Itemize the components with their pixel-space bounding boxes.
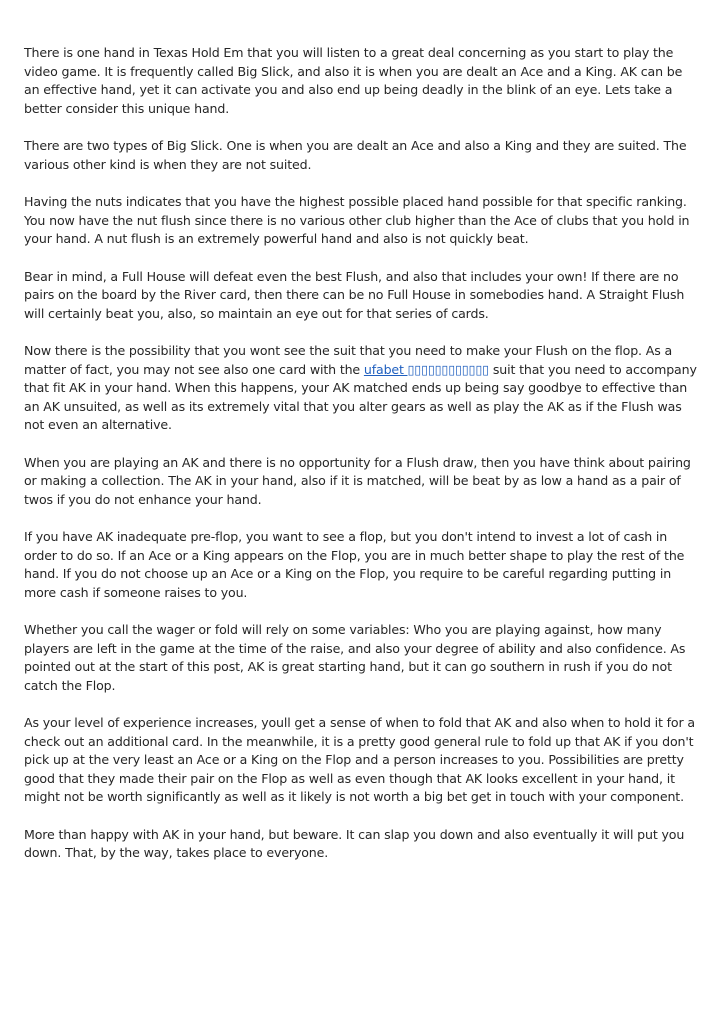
paragraph-text-before-link: Now there is the possibility that you wont see the suit that you need to make your Flush on the flop. As a matter of fact, you may not see also one card with the [24,343,673,377]
paragraph: Whether you call the wager or fold will rely on some variables: Who you are playing against, how many players are left in the game at the time of the raise, and also your degree of ability and also confidence. As pointed out at the start of this post, AK is great starting hand, but it can go southern in rush if you do not catch the Flop. [24,622,686,693]
paragraph-with-link [24,342,698,435]
paragraph: If you have AK inadequate pre-flop, you want to see a flop, but you don't intend to invest a lot of cash in order to do so. If an Ace or a King appears on the Flop, you are in much better shape to play the rest of the hand. If you do not choose up an Ace or a King on the Flop, you require to be careful regarding putting in more cash if someone raises to you. [24,529,685,600]
paragraph: More than happy with AK in your hand, but beware. It can slap you down and also eventually it will put you down. That, by the way, takes place to everyone. [24,826,685,860]
paragraph: Having the nuts indicates that you have the highest possible placed hand possible for that specific ranking. You now have the nut flush since there is no various other club higher than the Ace of clubs that you hold in your hand. A nut flush is an extremely powerful hand and also is not quickly beat. [24,194,690,246]
paragraph: As your level of experience increases, youll get a sense of when to fold that AK and also when to hold it for a check out an additional card. In the meanwhile, it is a pretty good general rule to fold up that AK if you don't pick up at the very least an Ace or a King on the Flop and a person increases to you. Possibilities are pretty good that they made their pair on the Flop as well as even though that AK looks excellent in your hand, it might not be worth significantly as well as it likely is not worth a big bet get in touch with your component. [24,715,695,804]
paragraph: Bear in mind, a Full House will defeat even the best Flush, and also that includes your own! If there are no pairs on the board by the River card, then there can be no Full House in somebodies hand. A Straight Flush will certainly beat you, also, so maintain an eye out for that series of cards. [24,268,685,321]
paragraph: There are two types of Big Slick. One is when you are dealt an Ace and also a King and they are suited. The various other kind is when they are not suited. [24,138,687,172]
paragraph: There is one hand in Texas Hold Em that you will listen to a great deal concerning as you start to play the video game. It is frequently called Big Slick, and also it is when you are dealt an Ace and a King. AK can be an effective hand, yet it can activate you and also end up being deadly in the blink of an eye. Lets take a better consider this unique hand. [24,45,683,116]
paragraph: When you are playing an AK and there is no opportunity for a Flush draw, then you have think about pairing or making a collection. The AK in your hand, also if it is matched, will be beat by as low a hand as a pair of twos if you do not enhance your hand. [24,454,691,507]
article-body [24,44,698,882]
paragraph-text-after-link: suit that you need to accompany that fit AK in your hand. When this happens, your AK matched ends up being say goodbye to effective than an AK unsuited, as well as its extremely vital that you alter gears as well as play the AK as if the Flush was not even an alternative. [24,361,697,432]
ufabet-link[interactable]: ufabet ▯▯▯▯▯▯▯▯▯▯▯▯ [363,361,490,377]
